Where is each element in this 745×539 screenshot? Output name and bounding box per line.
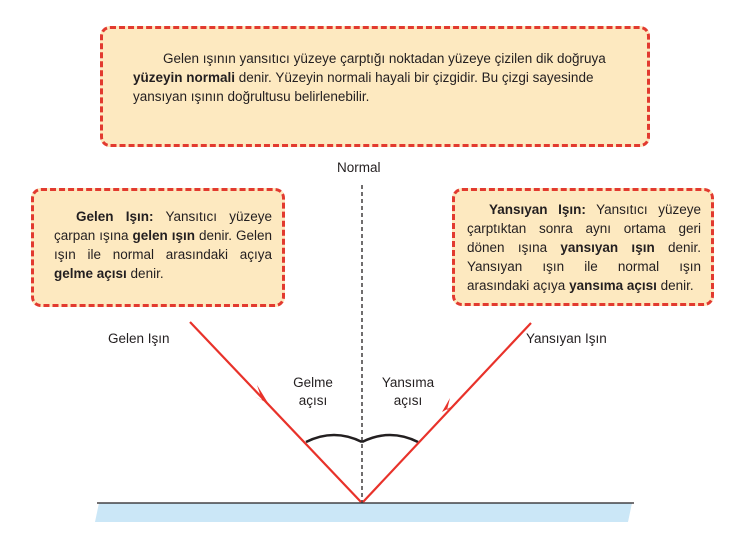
incident-ray-label: Gelen Işın <box>108 331 170 346</box>
term-incidence-angle: gelme açısı <box>54 266 127 281</box>
reflection-angle-label <box>372 374 444 410</box>
reflected-ray-line <box>363 323 531 502</box>
incidence-angle-label-line2: açısı <box>298 393 328 408</box>
incidence-angle-label-line1: Gelme <box>293 375 333 390</box>
term-reflected-ray: yansıyan ışın <box>560 240 655 255</box>
text: denir. Yansıyan ışın ile normal ışın arasındaki açıya <box>467 240 702 293</box>
term-reflected-ray-heading: Yansıyan Işın: <box>489 202 586 217</box>
incident-ray-line <box>190 322 361 502</box>
incident-ray-arrow <box>253 385 268 403</box>
text: denir. Gelen ışın ile normal arasındaki açıya <box>54 228 272 262</box>
text: Yansıtıcı yüzeye çarptıktan sonra aynı ortama geri dönen ışına <box>467 202 701 255</box>
term-incident-ray-heading: Gelen Işın: <box>76 209 154 224</box>
reflection-angle-label-line1: Yansıma <box>381 375 435 390</box>
incidence-angle-label <box>281 374 345 410</box>
text: denir. <box>126 266 164 281</box>
incidence-angle-arc <box>306 435 362 442</box>
text: Gelen ışının yansıtıcı yüzeye çarptığı noktadan yüzeye çizilen dik doğruya <box>163 51 606 66</box>
reflection-angle-label-line2: açısı <box>393 393 423 408</box>
reflected-ray-label: Yansıyan Işın <box>526 331 607 346</box>
term-incident-ray: gelen ışın <box>132 228 195 243</box>
normal-label: Normal <box>337 160 381 175</box>
text: denir. Yüzeyin normali hayali bir çizgidir. Bu çizgi sayesinde yansıyan ışının doğrultusu belirlenebilir. <box>133 70 594 104</box>
term-surface-normal: yüzeyin normali <box>133 70 236 85</box>
reflective-surface <box>95 503 632 522</box>
text: Yansıtıcı yüzeye çarpan ışına <box>54 209 272 243</box>
term-reflection-angle: yansıma açısı <box>569 278 657 293</box>
reflection-angle-arc <box>362 435 418 442</box>
text: denir. <box>656 278 694 293</box>
